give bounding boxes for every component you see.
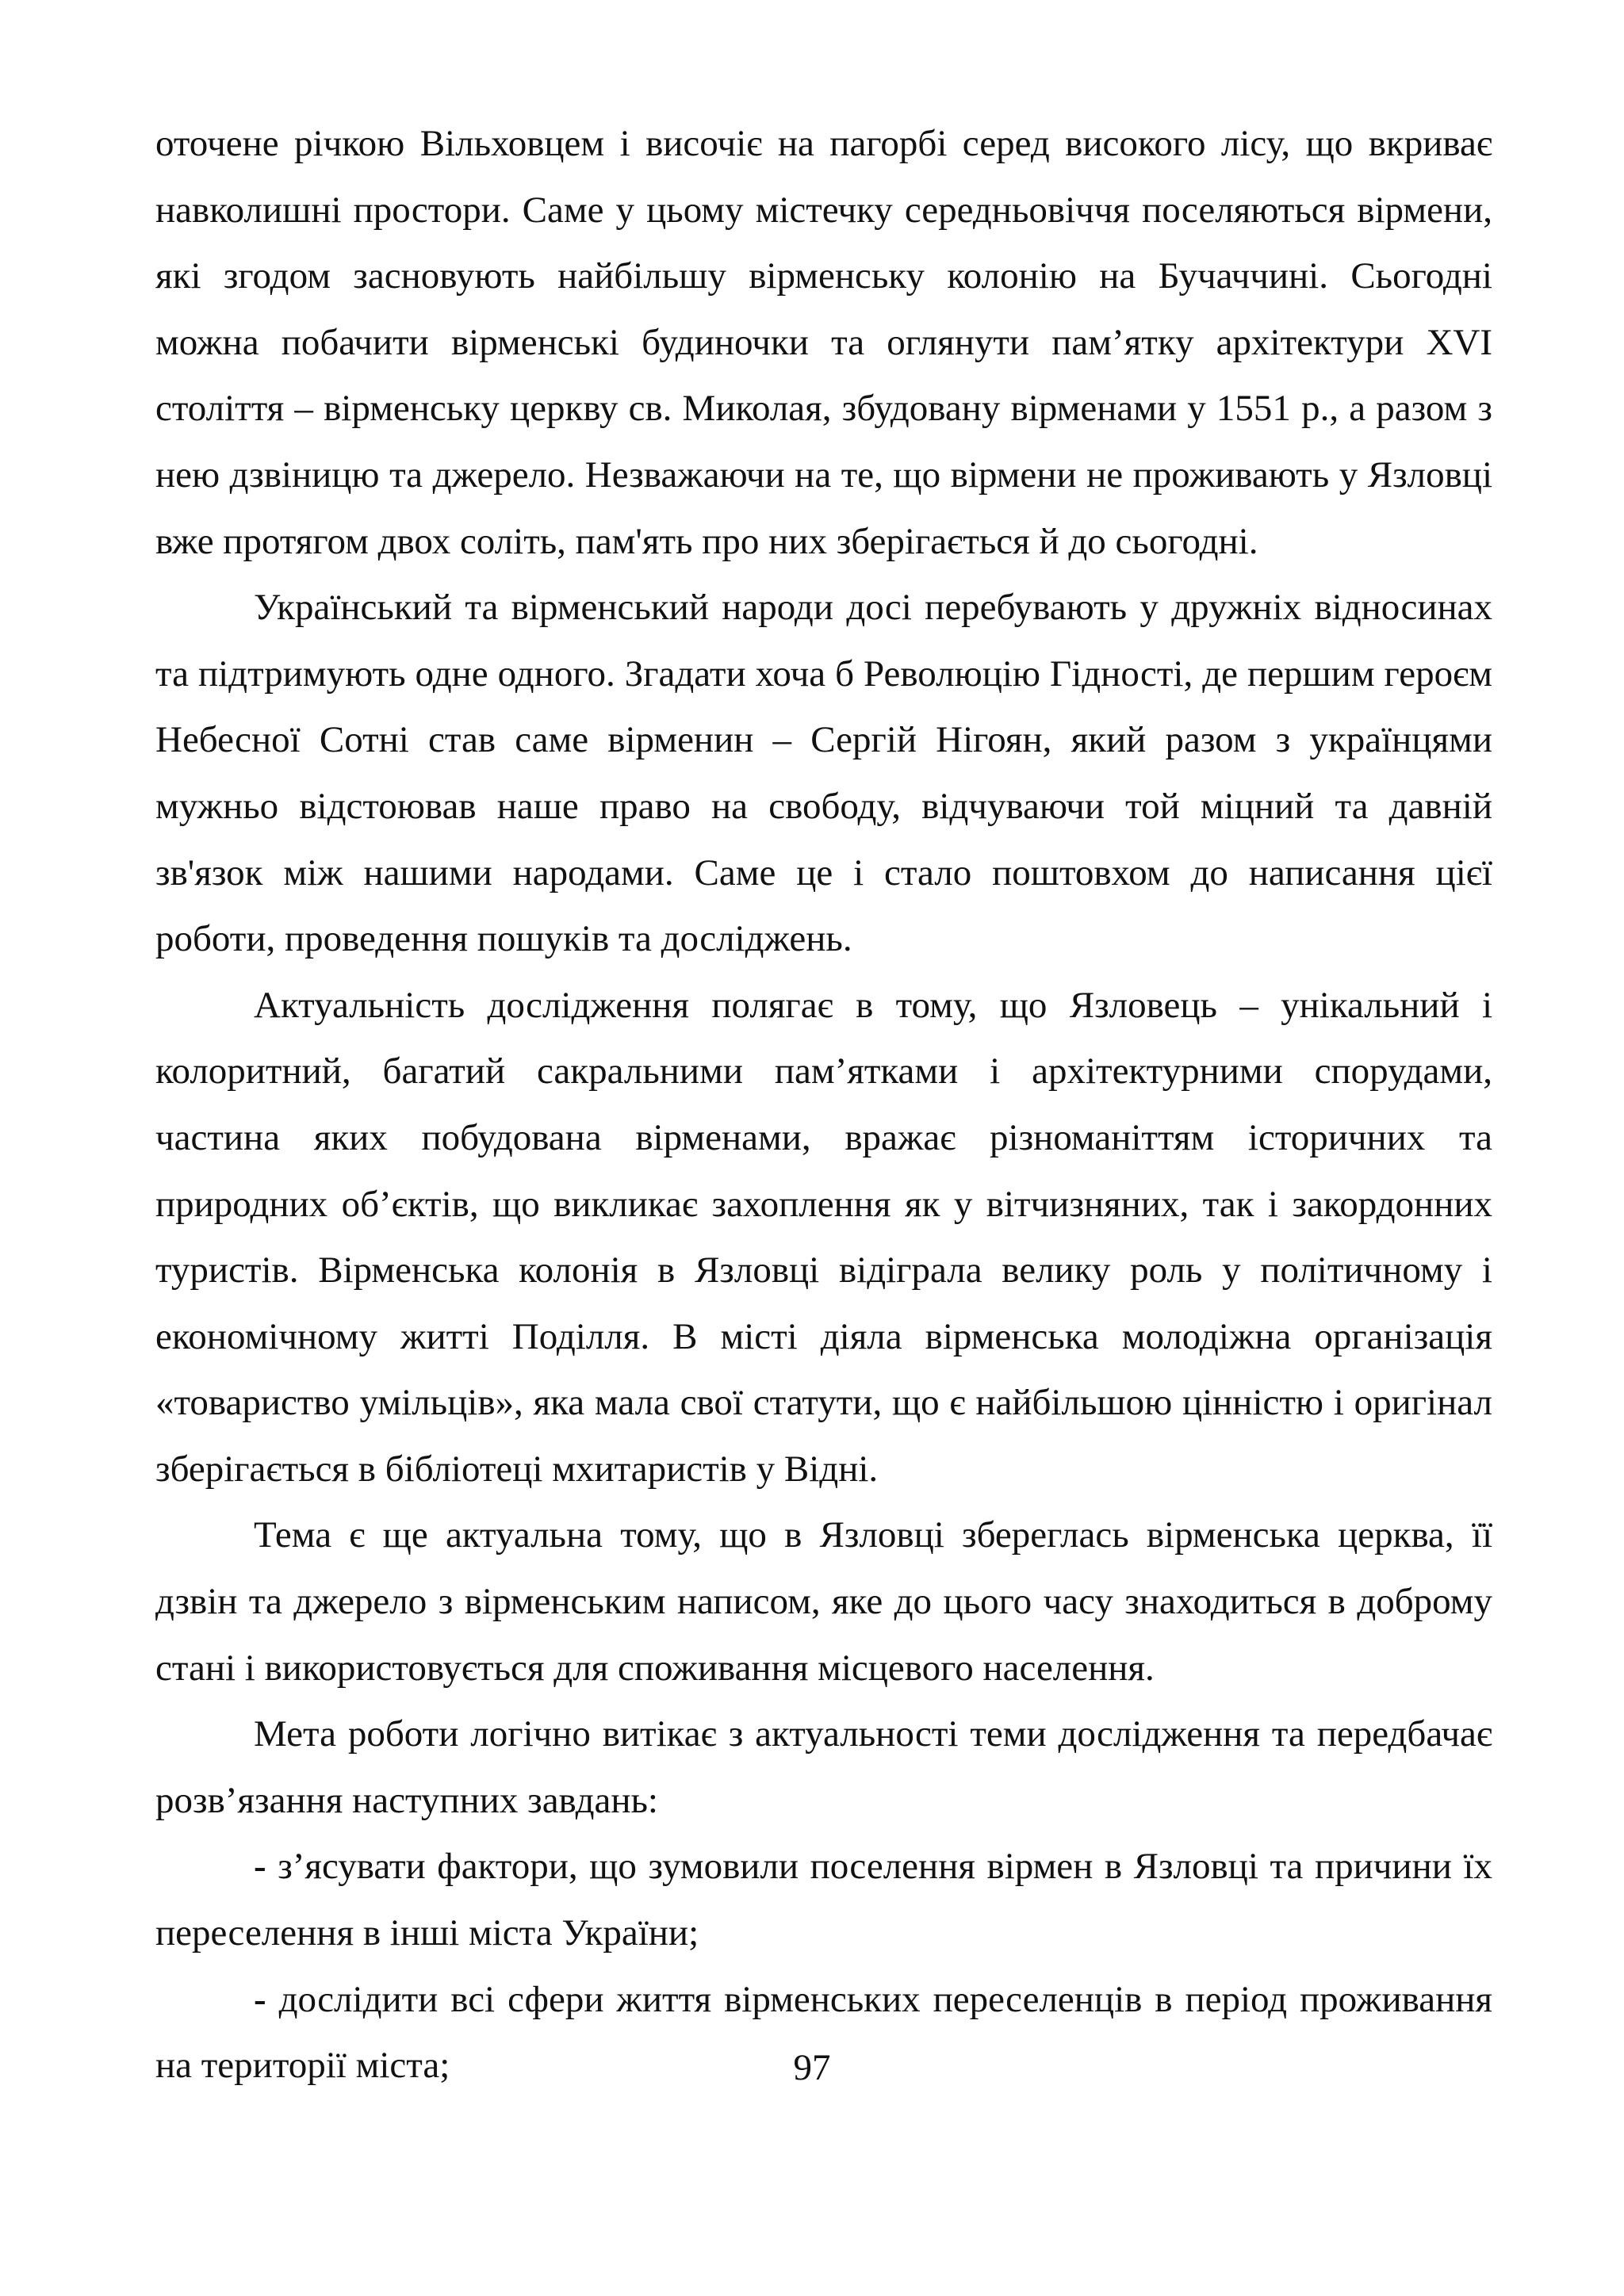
list-item-text: з’ясувати фактори, що зумовили поселення вірмен в Язловці та причини їх переселення в інші міста України;	[155, 1846, 1492, 1954]
list-item	[155, 1834, 1492, 1966]
paragraph-friendship: Український та вірменський народи досі перебувають у дружніх відносинах та підтримують одне одного. Згадати хоча б Революцію Гідності, де першим героєм Небесної Сотні став саме вірменин – Сергій Нігоян, який разом з українцями мужньо відстоював наше право на свободу, відчуваючи той міцний та давній зв'язок між нашими народами. Саме це і стало поштовхом до написання цієї роботи, проведення пошуків та досліджень.	[155, 587, 1492, 960]
paragraph-relevance: Актуальність дослідження полягає в тому, що Язловець – унікальний і колоритний, багатий сакральними пам’ятками і архітектурними спорудами, частина яких побудована вірменами, вражає різноманіттям історичних та природних об’єктів, що викликає захоплення як у вітчизняних, так і закордонних туристів. Вірменська колонія в Язловці відіграла велику роль у політичному і економічному житті Поділля. В місті діяла вірменська молодіжна організація «товариство умільців», яка мала свої статути, що є найбільшою цінністю і оригінал зберігається в бібліотеці мхитаристів у Відні.	[155, 984, 1492, 1490]
paragraph-intro: оточене річкою Вільховцем і височіє на пагорбі серед високого лісу, що вкриває навколишні простори. Саме у цьому містечку середньовіччя поселяються вірмени, які згодом засновують найбільшу вірменську колонію на Бучаччині. Сьогодні можна побачити вірменські будиночки та оглянути пам’ятку архітектури XVI століття – вірменську церкву св. Миколая, збудовану вірменами у 1551 р., а разом з нею дзвіницю та джерело. Незважаючи на те, що вірмени не проживають у Язловці вже протягом двох соліть, пам'ять про них зберігається й до сьогодні.	[155, 123, 1492, 562]
paragraph-goal: Мета роботи логічно витікає з актуальності теми дослідження та передбачає розв’язання наступних завдань:	[155, 1713, 1492, 1821]
paragraph-topic: Тема є ще актуальна тому, що в Язловці збереглась вірменська церква, її дзвін та джерело з вірменським написом, яке до цього часу знаходиться в доброму стані і використовується для споживання місцевого населення.	[155, 1514, 1492, 1689]
page-number: 97	[793, 2047, 831, 2088]
list-dash: -	[254, 1846, 266, 1888]
document-page	[155, 111, 1492, 2099]
list-item-text: дослідити всі сфери життя вірменських переселенців в період проживання на території міста;	[155, 1978, 1492, 2087]
list-dash: -	[254, 1978, 266, 2020]
